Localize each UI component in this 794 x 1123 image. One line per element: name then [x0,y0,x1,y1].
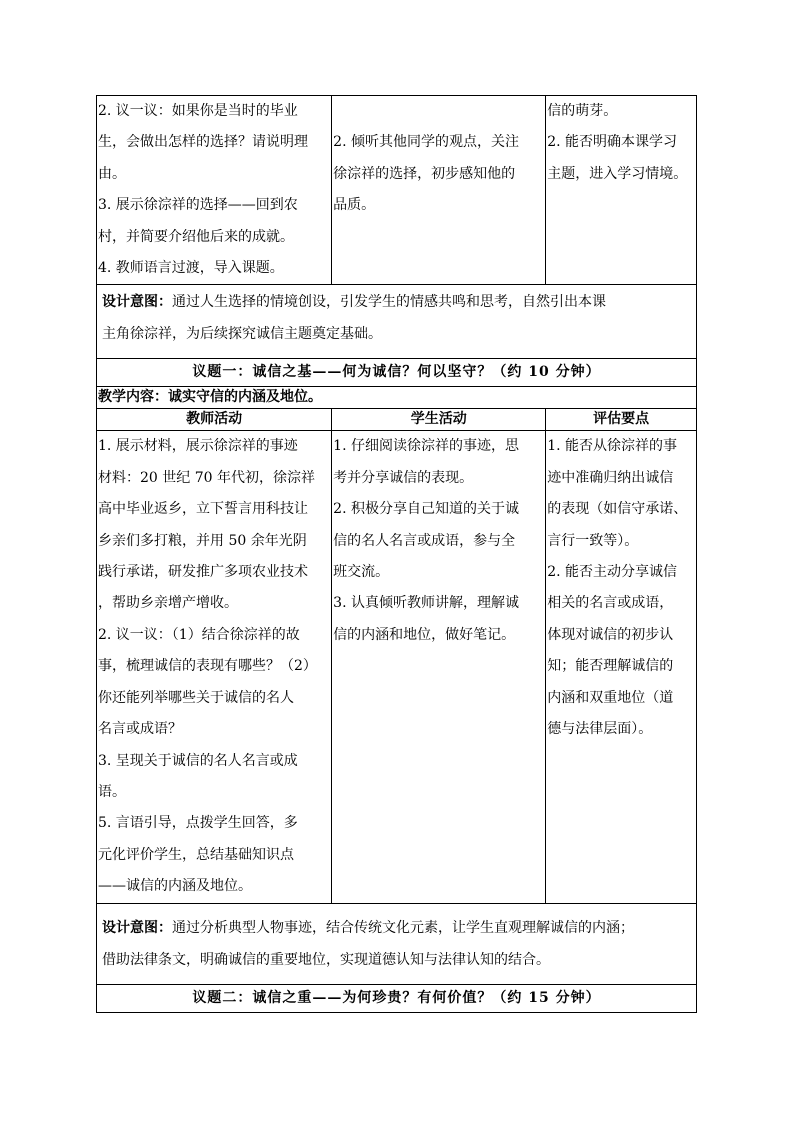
header-student: 学生活动 [332,409,546,431]
text-line: ，帮助乡亲增产增收。 [98,595,238,612]
student-activity-cell [332,431,546,903]
text-line: 3. 呈现关于诚信的名人名言或成 [98,752,298,769]
text-line: 德与法律层面）。 [547,721,653,738]
text-line: 2. 能否主动分享诚信 [547,564,678,581]
text-line: 信的内涵和地位，做好笔记。 [333,626,516,643]
column-header-row [97,409,697,431]
text-line: 语。 [98,783,126,800]
text-line: 你还能列举哪些关于诚信的名人 [98,689,294,706]
topic-title-row [97,984,697,1012]
text-line: 1. 仔细阅读徐淙祥的事迹，思 [333,438,519,455]
text-line: 2. 能否明确本课学习 [547,134,678,151]
text-line: 事，梳理诚信的表现有哪些？（2） [98,658,317,675]
text-line: 1. 展示材料，展示徐淙祥的事迹 [98,438,298,455]
text-line: 信的萌芽。 [547,103,618,119]
text-line: 迹中准确归纳出诚信 [547,469,674,486]
evaluation-cell [546,431,697,903]
text-line: 考并分享诚信的表现。 [333,469,474,486]
design-intent-text: 通过人生选择的情境创设，引发学生的情感共鸣和思考，自然引出本课 [172,294,606,311]
lesson-plan-table [96,95,697,1013]
text-line: 3. 认真倾听教师讲解，理解诚 [333,595,519,612]
text-line: 生，会做出怎样的选择？请说明理 [98,134,308,151]
lesson-plan-page [96,95,697,1013]
design-intent-text: 主角徐淙祥，为后续探究诚信主题奠定基础。 [102,326,382,343]
intro-activities-row [97,96,697,285]
design-intent-label: 设计意图： [102,919,172,936]
text-line: 村，并简要介绍他后来的成就。 [98,228,294,245]
text-line: 主题，进入学习情境。 [547,165,688,182]
text-line: 3. 展示徐淙祥的选择——回到农 [98,197,298,214]
text-line: 高中毕业返乡，立下誓言用科技让 [98,501,308,518]
design-intent-cell [97,285,697,359]
text-line: 信的名人名言或成语，参与全 [333,532,516,549]
text-line: 践行承诺，研发推广多项农业技术 [98,564,308,581]
text-line: 名言或成语？ [98,721,182,738]
header-teacher: 教师活动 [97,409,332,431]
text-line: 元化评价学生，总结基础知识点 [98,846,294,863]
text-line: 知；能否理解诚信的 [547,658,674,675]
text-line: 的表现（如信守承诺、 [547,501,688,518]
design-intent-text: 通过分析典型人物事迹，结合传统文化元素，让学生直观理解诚信的内涵； [172,919,634,936]
topic-activities-row [97,431,697,903]
text-line: 内涵和双重地位（道 [547,689,674,706]
teacher-activity-cell [97,431,332,903]
text-line: 5. 言语引导，点拨学生回答，多 [98,815,298,832]
evaluation-cell [546,96,697,285]
text-line: 由。 [98,165,126,182]
design-intent-cell [97,903,697,984]
text-line: 2. 积极分享自己知道的关于诚 [333,501,519,518]
text-line: 品质。 [333,197,376,214]
text-line: 材料：20 世纪 70 年代初，徐淙祥 [98,469,315,486]
design-intent-label: 设计意图： [102,294,172,311]
text-line: 2. 议一议：如果你是当时的毕业 [98,103,298,119]
design-intent-row [97,903,697,984]
text-line [333,96,545,127]
design-intent-row [97,285,697,359]
topic-title: 议题二：诚信之重——为何珍贵？有何价值？（约 15 分钟） [97,984,697,1012]
text-line: ——诚信的内涵及地位。 [98,878,252,895]
text-line: 乡亲们多打粮，并用 50 余年光阴 [98,532,307,549]
text-line: 徐淙祥的选择，初步感知他的 [333,165,516,182]
text-line: 2. 议一议：（1）结合徐淙祥的故 [98,626,300,643]
teaching-content-row [97,387,697,409]
text-line: 1. 能否从徐淙祥的事 [547,438,678,455]
header-evaluation: 评估要点 [546,409,697,431]
text-line: 相关的名言或成语， [547,595,674,612]
teaching-content: 教学内容：诚实守信的内涵及地位。 [97,387,697,409]
teacher-activity-cell [97,96,332,285]
text-line: 体现对诚信的初步认 [547,626,674,643]
text-line: 言行一致等）。 [547,532,639,549]
text-line: 2. 倾听其他同学的观点，关注 [333,134,519,151]
design-intent-text: 借助法律条文，明确诚信的重要地位，实现道德认知与法律认知的结合。 [102,951,550,968]
text-line: 班交流。 [333,564,390,581]
topic-title: 议题一：诚信之基——何为诚信？何以坚守？（约 10 分钟） [97,359,697,387]
topic-title-row [97,359,697,387]
text-line: 4. 教师语言过渡，导入课题。 [98,260,284,277]
student-activity-cell [332,96,546,285]
